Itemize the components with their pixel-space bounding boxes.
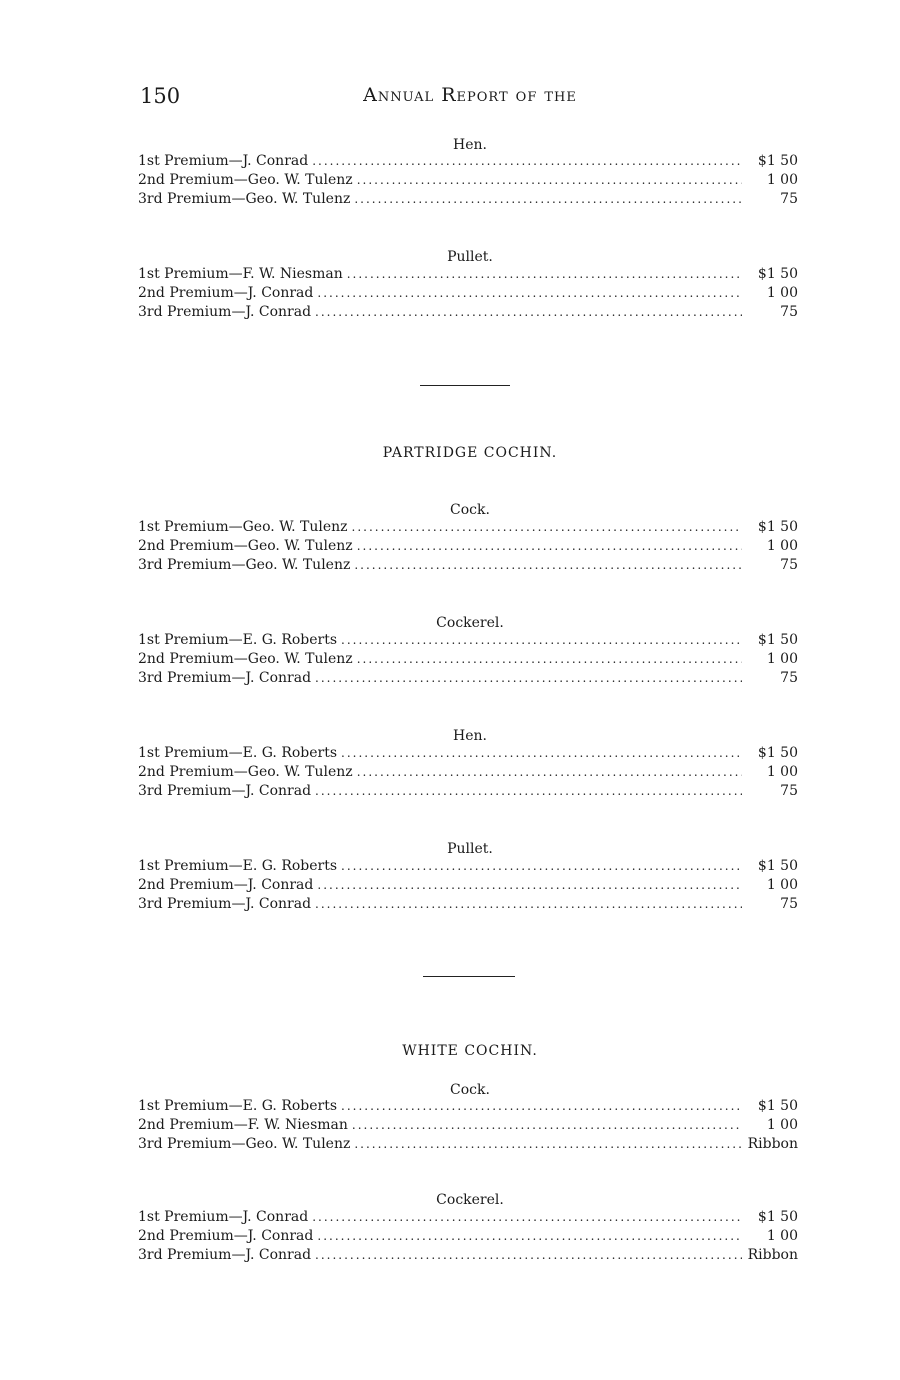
premium-row — [138, 631, 798, 650]
leader-dots — [315, 669, 742, 688]
leader-dots — [317, 1227, 742, 1246]
premium-row — [138, 1135, 798, 1154]
group-title: Cock. — [450, 502, 490, 518]
leader-dots — [315, 895, 742, 914]
premium-row — [138, 518, 798, 537]
group-title: Cockerel. — [436, 615, 504, 631]
page-number: 150 — [140, 84, 181, 108]
leader-dots — [341, 857, 742, 876]
premium-row — [138, 876, 798, 895]
group-title: Cock. — [450, 1082, 490, 1098]
leader-dots — [352, 1116, 742, 1135]
group-title: Cockerel. — [436, 1192, 504, 1208]
premium-amount: 1 00 — [766, 877, 798, 893]
premium-place: 1st Premium—E. G. Roberts — [138, 745, 338, 761]
leader-dots — [317, 876, 742, 895]
premium-row — [138, 669, 798, 688]
premium-amount: $1 50 — [757, 632, 798, 648]
premium-row — [138, 1227, 798, 1246]
leader-dots — [354, 1135, 742, 1154]
running-title: Annual Report of the — [363, 84, 577, 106]
premium-place: 1st Premium—F. W. Niesman — [138, 266, 343, 282]
section-divider — [423, 976, 515, 977]
premium-amount: 75 — [780, 191, 798, 207]
premium-row — [138, 265, 798, 284]
premium-amount: 75 — [780, 670, 798, 686]
premium-row — [138, 1097, 798, 1116]
premium-amount: $1 50 — [757, 266, 798, 282]
premium-place: 3rd Premium—J. Conrad — [138, 783, 312, 799]
premium-place: 1st Premium—J. Conrad — [138, 153, 309, 169]
premium-row — [138, 782, 798, 801]
premium-row — [138, 857, 798, 876]
leader-dots — [352, 518, 742, 537]
premium-place: 3rd Premium—Geo. W. Tulenz — [138, 191, 351, 207]
premium-amount: 75 — [780, 896, 798, 912]
premium-amount: $1 50 — [757, 1098, 798, 1114]
premium-row — [138, 537, 798, 556]
leader-dots — [354, 190, 742, 209]
premium-amount: Ribbon — [747, 1247, 798, 1263]
leader-dots — [317, 284, 742, 303]
premium-amount: 1 00 — [766, 1228, 798, 1244]
premium-amount: $1 50 — [757, 1209, 798, 1225]
leader-dots — [315, 782, 742, 801]
leader-dots — [315, 1246, 742, 1265]
premium-amount: 1 00 — [766, 1117, 798, 1133]
premium-amount: $1 50 — [757, 519, 798, 535]
group-title: Pullet. — [447, 249, 493, 265]
premium-place: 1st Premium—Geo. W. Tulenz — [138, 519, 348, 535]
premium-amount: 1 00 — [766, 172, 798, 188]
premium-place: 1st Premium—E. G. Roberts — [138, 858, 338, 874]
premium-amount: 75 — [780, 304, 798, 320]
premium-row — [138, 1116, 798, 1135]
premium-amount: 1 00 — [766, 651, 798, 667]
premium-row — [138, 895, 798, 914]
premium-amount: $1 50 — [757, 858, 798, 874]
breed-heading: PARTRIDGE COCHIN. — [382, 445, 558, 461]
leader-dots — [315, 303, 742, 322]
premium-place: 1st Premium—E. G. Roberts — [138, 632, 338, 648]
premium-place: 2nd Premium—J. Conrad — [138, 285, 314, 301]
leader-dots — [341, 631, 742, 650]
premium-place: 3rd Premium—J. Conrad — [138, 1247, 312, 1263]
premium-amount: 1 00 — [766, 764, 798, 780]
leader-dots — [357, 171, 742, 190]
premium-row — [138, 1246, 798, 1265]
group-title: Hen. — [453, 728, 487, 744]
page-header — [140, 84, 800, 110]
group-title: Hen. — [453, 137, 487, 153]
leader-dots — [357, 763, 742, 782]
group-title: Pullet. — [447, 841, 493, 857]
premium-place: 2nd Premium—J. Conrad — [138, 877, 314, 893]
leader-dots — [354, 556, 742, 575]
premium-row — [138, 763, 798, 782]
premium-place: 3rd Premium—J. Conrad — [138, 896, 312, 912]
premium-amount: Ribbon — [747, 1136, 798, 1152]
leader-dots — [312, 1208, 742, 1227]
breed-heading: WHITE COCHIN. — [402, 1043, 538, 1059]
leader-dots — [341, 1097, 742, 1116]
premium-row — [138, 1208, 798, 1227]
leader-dots — [312, 152, 742, 171]
premium-row — [138, 650, 798, 669]
premium-place: 3rd Premium—J. Conrad — [138, 670, 312, 686]
leader-dots — [347, 265, 742, 284]
premium-place: 3rd Premium—J. Conrad — [138, 304, 312, 320]
premium-amount: 75 — [780, 783, 798, 799]
premium-place: 2nd Premium—F. W. Niesman — [138, 1117, 348, 1133]
premium-row — [138, 171, 798, 190]
premium-place: 2nd Premium—Geo. W. Tulenz — [138, 172, 353, 188]
premium-row — [138, 744, 798, 763]
premium-place: 2nd Premium—Geo. W. Tulenz — [138, 651, 353, 667]
premium-amount: $1 50 — [757, 153, 798, 169]
premium-place: 2nd Premium—Geo. W. Tulenz — [138, 764, 353, 780]
premium-amount: 75 — [780, 557, 798, 573]
premium-place: 1st Premium—J. Conrad — [138, 1209, 309, 1225]
leader-dots — [357, 650, 742, 669]
leader-dots — [357, 537, 742, 556]
premium-row — [138, 303, 798, 322]
premium-place: 2nd Premium—J. Conrad — [138, 1228, 314, 1244]
premium-place: 2nd Premium—Geo. W. Tulenz — [138, 538, 353, 554]
premium-row — [138, 284, 798, 303]
premium-amount: 1 00 — [766, 285, 798, 301]
premium-place: 3rd Premium—Geo. W. Tulenz — [138, 557, 351, 573]
premium-row — [138, 152, 798, 171]
premium-place: 1st Premium—E. G. Roberts — [138, 1098, 338, 1114]
premium-amount: $1 50 — [757, 745, 798, 761]
leader-dots — [341, 744, 742, 763]
section-divider — [420, 385, 510, 386]
premium-place: 3rd Premium—Geo. W. Tulenz — [138, 1136, 351, 1152]
premium-row — [138, 556, 798, 575]
premium-amount: 1 00 — [766, 538, 798, 554]
premium-row — [138, 190, 798, 209]
